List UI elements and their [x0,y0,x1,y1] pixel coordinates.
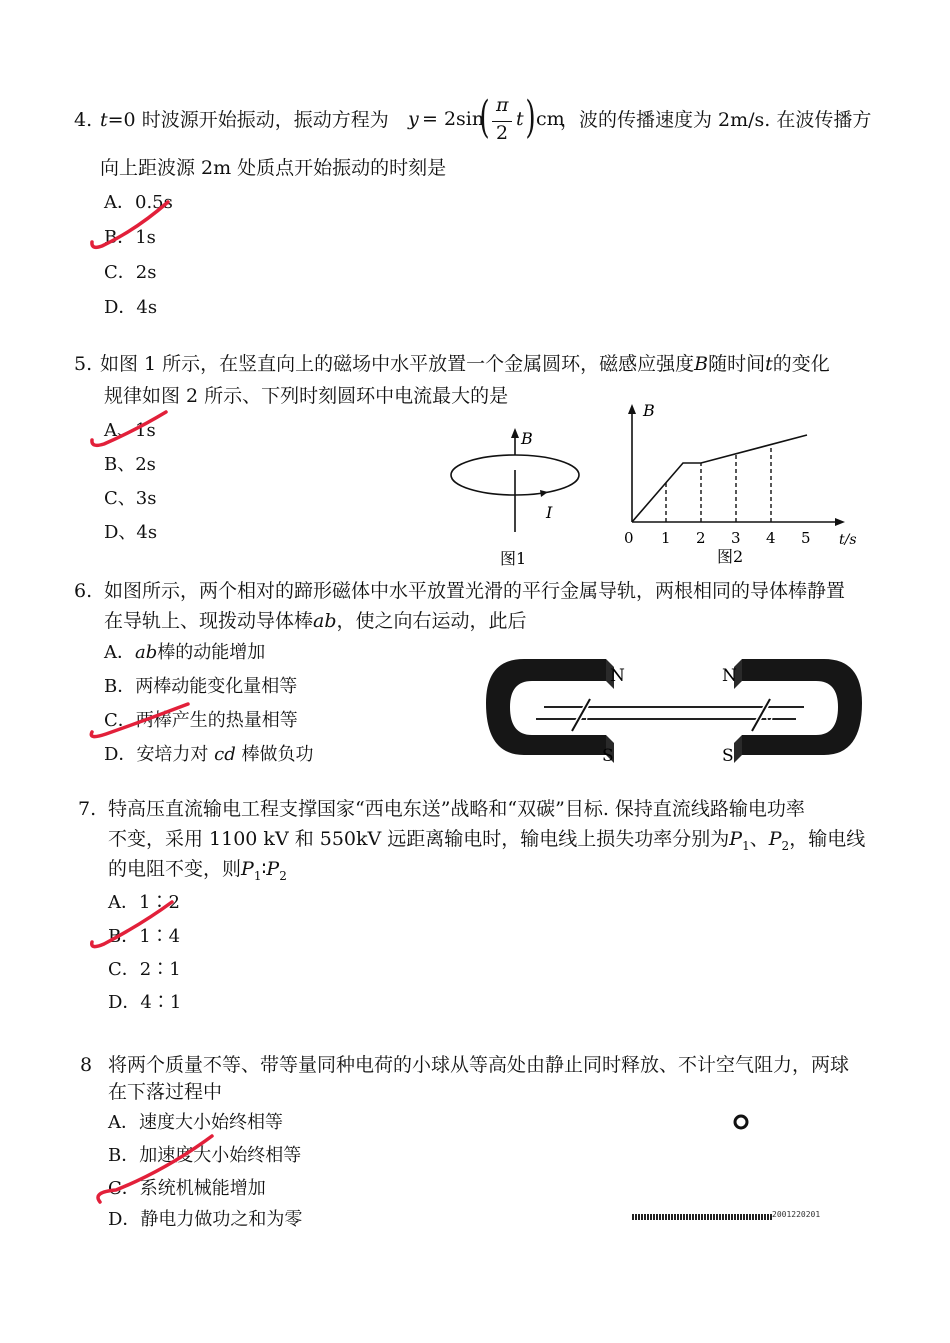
field-arrow-icon [511,428,519,438]
q8-option-a: A．速度大小始终相等 [108,1112,283,1133]
q5-stem-text-a: 如图 1 所示，在竖直向上的磁场中水平放置一个金属圆环，磁感应强度 [100,353,695,375]
q6-magnets-figure [484,655,864,770]
q4-number: 4. [74,109,93,131]
q5-t-var: t [765,353,773,375]
q4-eq-unit: cm [536,108,565,130]
q8-option-d: D．静电力做功之和为零 [108,1209,303,1230]
label-s-right: S [722,746,734,766]
q8-number: 8 [80,1054,93,1076]
q6-option-d-prefix: D． [104,744,137,765]
q7-option-a: A．1∶2 [108,892,180,913]
label-s-left: S [602,746,614,766]
q6-option-d-text2: 棒做负功 [235,744,314,765]
right-magnet-south-face [734,735,742,763]
q4-option-b: B．1s [104,227,156,248]
q8-option-c: C．系统机械能增加 [108,1178,266,1199]
q6-option-b-text: 两棒动能变化量相等 [135,676,298,697]
footer-code: 2001220201 [772,1210,821,1219]
q7-stem-line3 [108,857,287,888]
rod-label-d: d [766,710,775,725]
q7-p1-var: P [729,828,743,850]
rod-label-b: b [584,716,593,731]
q7-ratio-p1: P [241,858,254,880]
q6-option-a-text: 棒的动能增加 [157,642,266,663]
q7-p2-var: P [768,828,782,850]
q4-eq-pi: π [496,94,509,116]
q4-stem-line2: 向上距波源 2m 处质点开始振动的时刻是 [100,157,447,179]
q7-ratio-colon: ∶ [261,858,267,880]
q5-stem-line2: 规律如图 2 所示、下列时刻圆环中电流最大的是 [104,385,509,407]
footer-code-strip [632,1214,772,1220]
q4-option-c: C．2s [104,262,157,283]
x-axis-arrow-icon [835,518,845,526]
q5-option-c: C、3s [104,488,157,509]
q6-option-a [104,641,265,665]
fig2-tick-3: 3 [731,529,741,547]
q6-option-d-text: 安培力对 [136,744,215,765]
q6-option-c-text: 两棒产生的热量相等 [135,710,298,731]
y-axis-arrow-icon [628,404,636,414]
q4-option-d: D．4s [104,297,158,318]
q8-option-b: B．加速度大小始终相等 [108,1145,302,1166]
q7-option-d: D．4∶1 [108,992,182,1013]
q7-sep: 、 [749,828,769,850]
q6-stem-text-a: 在导轨上、现拨动导体棒 [104,610,314,632]
fig1-label-i: I [546,503,553,522]
q5-figure2-graph [615,398,865,568]
q5-stem-text-b: 随时间 [708,353,766,375]
q6-option-d [104,743,314,767]
q5-number: 5. [74,353,93,375]
q6-option-c-prefix: C． [104,710,136,731]
q7-p1-sub: 1 [742,838,750,853]
q8-stem-line2: 在下落过程中 [108,1081,223,1103]
q6-option-d-var: cd [214,744,236,765]
q7-p2-sub: 2 [781,838,790,853]
q7-stem-text-b: ，输电线 [789,828,866,850]
q4-eq-t: t [516,108,524,130]
q4-eq-lparen: ( [479,92,490,143]
q7-ratio-p2-sub: 2 [279,868,287,883]
q4-stem-line1 [100,108,389,132]
q5-option-d: D、4s [104,522,158,543]
q7-option-c: C．2∶1 [108,959,181,980]
q4-stem-text-c: ，波的传播速度为 2m/s. 在波传播方 [560,109,872,131]
q4-eq-rparen: ) [525,92,536,143]
q6-option-b [104,675,297,699]
fig2-tick-2: 2 [696,529,706,547]
q5-stem-line1 [100,352,830,376]
fig2-tick-1: 1 [661,529,671,547]
q7-ratio-p1-sub: 1 [253,868,262,883]
q4-t-var: t [100,109,108,131]
q6-option-a-prefix: A． [104,642,135,663]
q7-ratio-p2: P [266,858,280,880]
q5-b-var: B [694,353,709,375]
q6-stem-line1: 如图所示，两个相对的蹄形磁体中水平放置光滑的平行金属导轨，两根相同的导体棒静置 [104,580,846,602]
q7-stem-line1: 特高压直流输电工程支撑国家“西电东送”战略和“双碳”目标. 保持直流线路输电功率 [108,798,805,820]
q7-number: 7. [78,798,97,820]
q5-stem-text-c: 的变化 [772,353,830,375]
q5-option-b: B、2s [104,454,156,475]
q4-eq-sin: = 2sin [422,108,485,130]
fig2-tick-4: 4 [766,529,776,547]
q4-option-a: A．0.5s [104,192,173,213]
q6-stem-text-b: ，使之向右运动，此后 [336,610,527,632]
q6-option-a-var: ab [135,642,158,663]
q7-stem-line2 [108,827,865,858]
q4-eq-den: 2 [496,122,509,144]
q6-number: 6. [74,580,93,602]
fig2-caption: 图2 [717,547,744,566]
q8-stem-line1: 将两个质量不等、带等量同种电荷的小球从等高处由静止同时释放、不计空气阻力，两球 [108,1054,850,1076]
q5-option-a: A、1s [104,420,156,441]
q6-option-b-prefix: B． [104,676,136,697]
fig1-label-b: B [521,429,533,448]
b-t-curve [632,435,807,522]
q6-option-c [104,709,298,733]
label-n-right: N [722,666,737,686]
current-arrow-icon [540,490,548,497]
q4-eq-y: y [408,108,419,130]
fig2-tick-5: 5 [801,529,811,547]
q4-stem-text-a: =0 时波源开始振动，振动方程为 [107,109,389,131]
q6-ab-var: ab [313,610,337,632]
fig2-y-label: B [643,401,655,420]
scan-target-icon [733,1114,749,1130]
fig2-tick-0: 0 [624,529,634,547]
q6-stem-line2 [104,609,527,633]
q7-option-b: B．1∶4 [108,926,181,947]
q7-stem-text-a: 不变，采用 1100 kV 和 550kV 远距离输电时，输电线上损失功率分别为 [108,828,730,850]
fig2-x-label: t/s [839,532,857,548]
label-n-left: N [610,666,625,686]
q7-stem-text-c: 的电阻不变，则 [108,858,242,880]
q5-figure1-ring [440,420,600,570]
fig1-caption: 图1 [500,549,527,568]
